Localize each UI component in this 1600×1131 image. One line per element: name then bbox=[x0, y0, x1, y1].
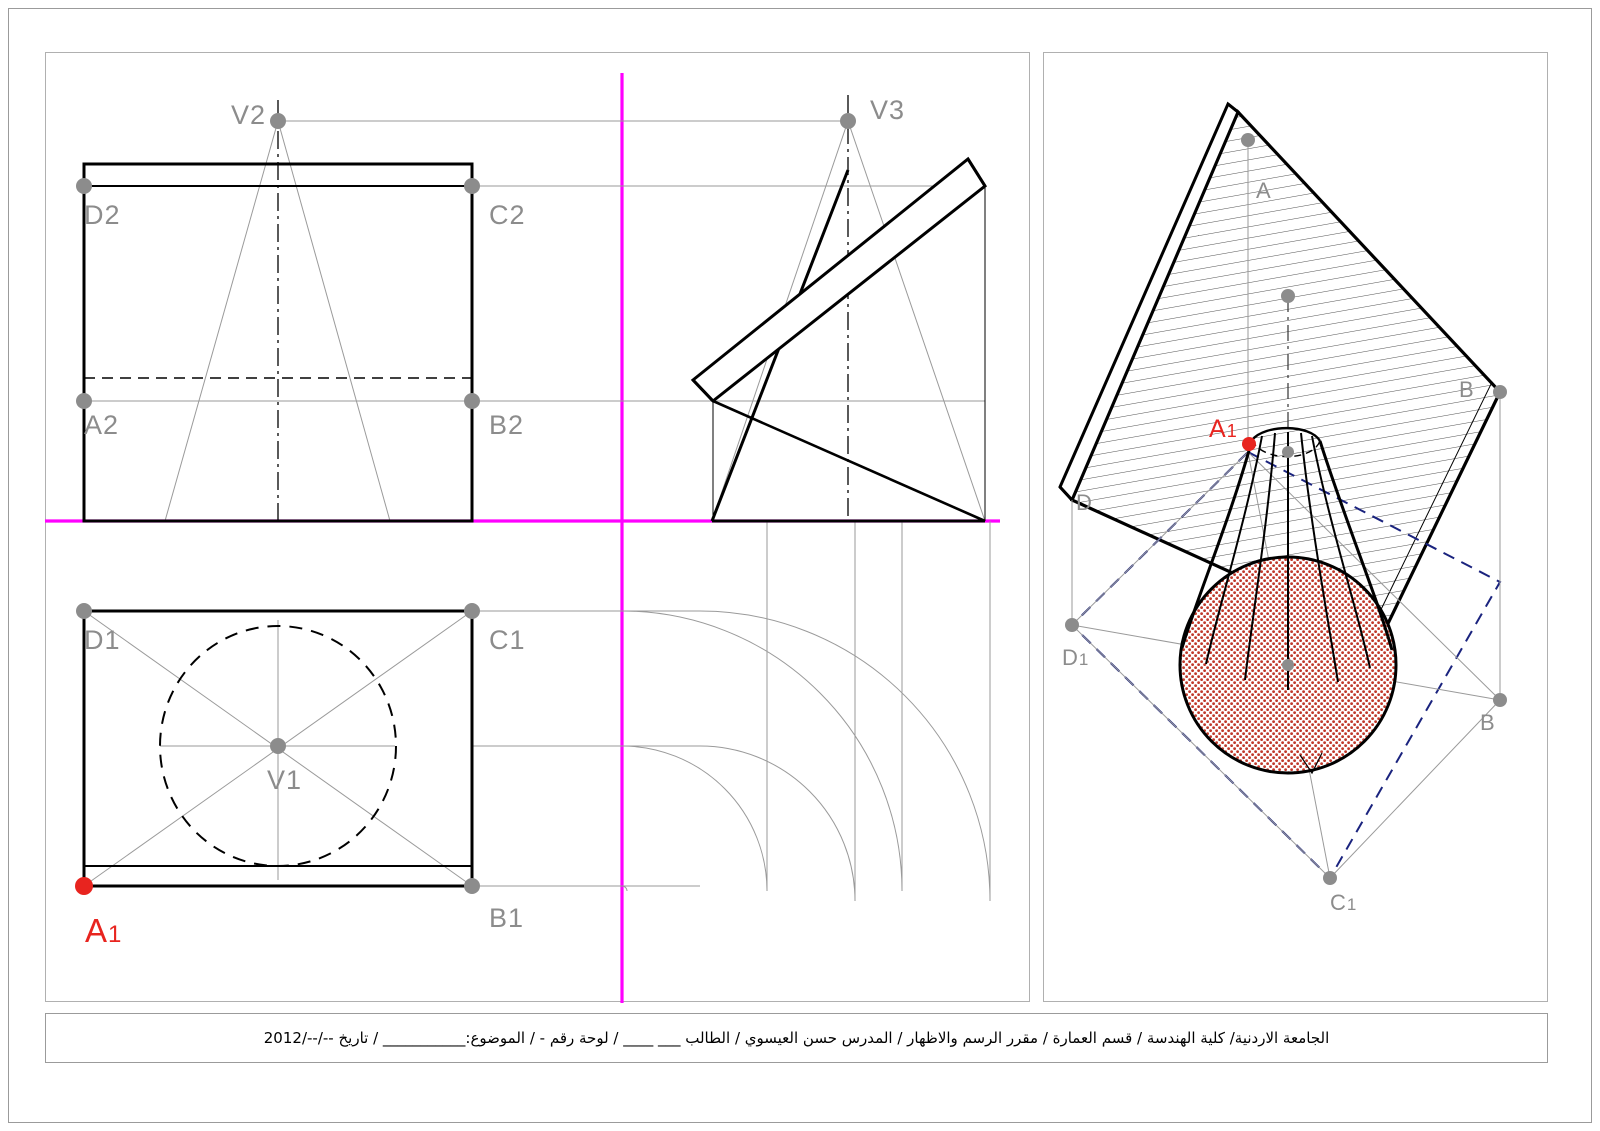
title-block bbox=[45, 1013, 1548, 1063]
label-A-pictorial: A bbox=[1256, 178, 1272, 203]
left-view-points bbox=[75, 113, 856, 895]
label-C1-pictorial: C1 bbox=[1330, 890, 1358, 915]
label-B-pictorial: B bbox=[1459, 377, 1475, 402]
label-C2: C2 bbox=[489, 200, 526, 230]
label-B1: B1 bbox=[489, 903, 525, 933]
auxiliary-view bbox=[693, 95, 985, 521]
label-B2: B2 bbox=[489, 410, 525, 440]
projection-lines bbox=[84, 121, 990, 901]
label-V3: V3 bbox=[870, 95, 906, 125]
label-V1: V1 bbox=[267, 765, 303, 795]
label-D2: D2 bbox=[84, 200, 121, 230]
front-view bbox=[84, 100, 472, 521]
label-C1: C1 bbox=[489, 625, 526, 655]
label-B1-pictorial: B bbox=[1480, 710, 1496, 735]
label-D-pictorial: D bbox=[1076, 490, 1093, 515]
label-A1-plan: A1 bbox=[85, 912, 123, 949]
label-A1-pictorial: A1 bbox=[1209, 415, 1238, 443]
label-V2: V2 bbox=[231, 100, 267, 130]
pictorial-view bbox=[1050, 100, 1520, 885]
label-D1-pictorial: D1 bbox=[1062, 645, 1090, 670]
title-block-text: الجامعة الاردنية/ كلية الهندسة / قسم العمارة / مقرر الرسم والاظهار / المدرس حسن العيسوي / الطالب ___ ____ / لوحة رقم - / الموضوع:___________ / تاريخ --/--/2012 bbox=[263, 1029, 1330, 1047]
label-D1: D1 bbox=[84, 625, 121, 655]
label-A2: A2 bbox=[84, 410, 120, 440]
